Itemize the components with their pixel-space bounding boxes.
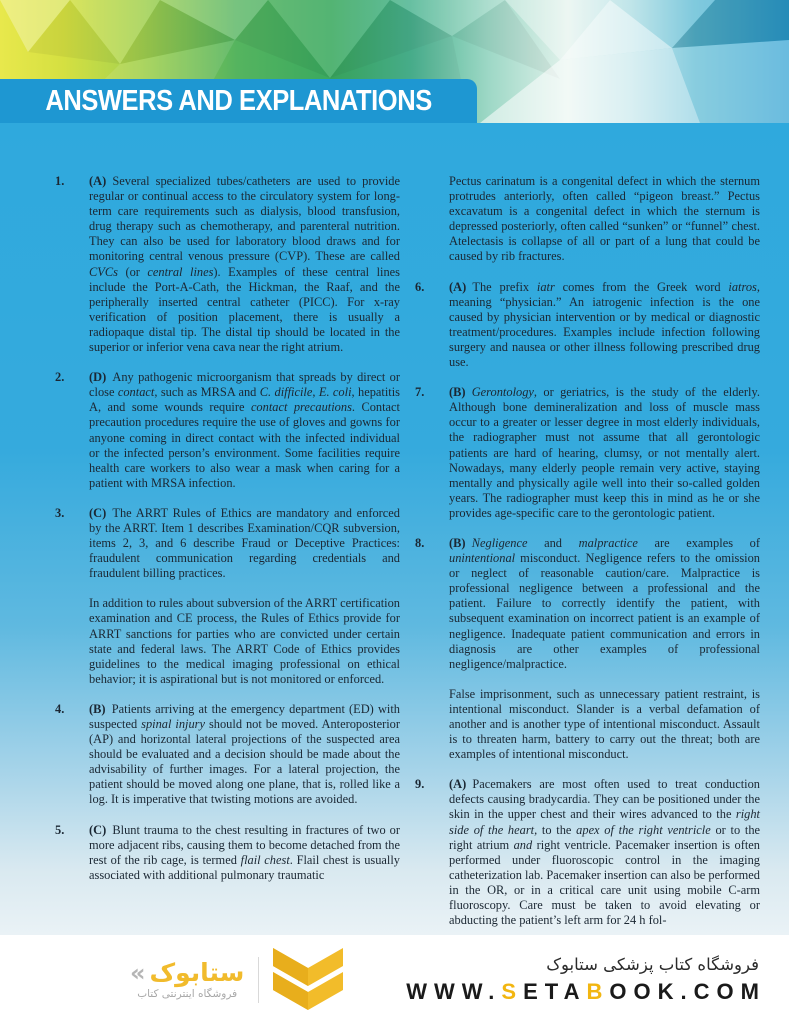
item-number: 3. — [55, 505, 65, 520]
answer-item — [55, 505, 400, 687]
setabook-logo — [130, 948, 343, 1012]
paragraph: 2. (D) Any pathogenic microorganism that spreads by direct or close contact, such as MRSA and C. difficile, E. coli, hepatitis A, and some wounds require contact precautions. Contact precaution procedures require the use of gloves and gowns for anyone coming in direct contact with the infected individual or the infected person’s environment. Some facilities require health care workers to also wear a mask when caring for a patient with MRSA infection. — [55, 370, 400, 490]
website-letter: M — [740, 978, 766, 1004]
answers-body — [0, 123, 789, 935]
title-banner — [0, 79, 477, 123]
answer-letter: (B) — [449, 535, 466, 550]
answer-continuation — [432, 174, 760, 265]
answer-letter: (C) — [89, 822, 107, 837]
paragraph: 1. (A) Several specialized tubes/catheters are used to provide regular or continual access to the circulatory system for long-term care requirements such as dialysis, blood transfusion, drug therapy such as chemotherapy, and parenteral nutrition. They can also be used for laboratory blood draws and for monitoring central venous pressure (CVP). These are called CVCs (or central lines). Examples of these central lines include the Port-A-Cath, the Hickman, the Raaf, and the peripherally inserted central catheter (PICC). For x-ray verification of position placement, there is usually a radiopaque distal tip. The distal tip should be located in the superior or inferior vena cava near the right atrium. — [55, 174, 400, 355]
answer-letter: (A) — [449, 279, 467, 294]
website-letter: A — [563, 978, 587, 1004]
page-footer — [0, 935, 789, 1024]
website-letter: O — [633, 978, 658, 1004]
paragraph: 5. (C) Blunt trauma to the chest resulting in fractures of two or more adjacent ribs, causing them to become detached from the rest of the rib cage, is termed flail chest. Flail chest is usually associated with additional pulmonary traumatic — [55, 822, 400, 882]
item-number: 1. — [55, 174, 65, 188]
logo-wordmark: ستابوک — [149, 957, 245, 987]
page-header — [0, 0, 789, 123]
website-letter: K — [657, 978, 681, 1004]
website-letter: . — [680, 978, 694, 1004]
website-letter: W — [406, 978, 434, 1004]
answer-item — [55, 701, 400, 808]
website-letter: . — [488, 978, 502, 1004]
answer-item — [415, 279, 760, 371]
paragraph: 3. (C) The ARRT Rules of Ethics are mandatory and enforced by the ARRT. Item 1 describes Examination/CQR subversion, items 2, 3, and 6 describe Fraud or Deceptive Practices: fraudulent communication regarding credentials and fraudulent billing practices. — [55, 505, 400, 581]
website-url — [406, 979, 766, 1005]
logo-divider — [258, 957, 259, 1003]
answer-letter: (B) — [449, 385, 466, 400]
website-letter: O — [609, 978, 634, 1004]
item-number: 6. — [415, 279, 425, 294]
website-letter: W — [461, 978, 489, 1004]
website-letter: E — [523, 978, 545, 1004]
paragraph: In addition to rules about subversion of the ARRT certification examination and CE process, the Rules of Ethics provide for ARRT sanctions for parties who are convicted under certain state and federal laws. The ARRT Code of Ethics provides guidelines to the medical imaging professional on ethical behavior; it is aspirational but is not monitored or enforced. — [89, 596, 400, 686]
answer-item — [55, 174, 400, 355]
paragraph: 7. (B) Gerontology, or geriatrics, is the study of the elderly. Although bone demineralization and loss of muscle mass occur to a greater or lesser degree in most elderly individuals, the radiographer must not assume that all gerontologic patients are hard of hearing, clumsy, or not mentally alert. Nowadays, many elderly people remain very active, staying mentally and physically agile well into their so-called golden years. The radiographer must keep this in mind as he or she provides age-specific care to the gerontologic patient. — [415, 385, 760, 520]
answers-column-right — [415, 174, 761, 935]
paragraph: Pectus carinatum is a congenital defect in which the sternum protrudes anteriorly, often called “pigeon breast.” Pectus excavatum is a congenital defect in which the sternum is depressed posteriorly, often called “sunken” or “funnel” chest. Atelectasis is collapse of all or part of a lung that could be caused by rib fractures. — [449, 174, 760, 264]
paragraph: False imprisonment, such as unnecessary patient restraint, is intentional misconduct. Slander is a verbal defamation of another and is another type of intentional misconduct. Assault is to threaten harm, battery to carry out the threat; both are examples of intentional misconduct. — [449, 686, 760, 762]
item-number: 9. — [415, 777, 425, 792]
website-letter: C — [693, 978, 717, 1004]
logo-subtitle: فروشگاه اینترنتی کتاب — [137, 988, 238, 1001]
answer-item — [55, 370, 400, 491]
paragraph: 8. (B) Negligence and malpractice are examples of unintentional misconduct. Negligence refers to the omission or neglect of reasonable caution/care. Malpractice is professional negligence between a professional and the patient. Failure to correctly identify the patient, with subsequent examination on incorrect patient is an example of negligence. Inadequate patient communication and errors in diagnosis are other examples of professional negligence/malpractice. — [415, 535, 760, 671]
paragraph: 9. (A) Pacemakers are most often used to treat conduction defects causing bradycardia. They can be positioned under the skin in the upper chest and their wires advanced to the right side of the heart, to the apex of the right ventricle or to the right atrium and right ventricle. Pacemaker insertion is often performed under fluoroscopic control in the imaging catheterization lab. Pacemaker insertion can also be performed in the OR, or in a critical care unit using mobile C-arm fluoroscopy. Care must be taken to avoid elevating or abducting the patient’s left arm for 24 h fol- — [415, 777, 761, 928]
item-number: 8. — [415, 535, 425, 550]
footer-right-block — [406, 954, 766, 1005]
item-number: 7. — [415, 385, 425, 400]
answer-item — [55, 822, 400, 883]
answers-column-left — [55, 174, 400, 935]
website-letter: S — [501, 978, 524, 1004]
website-letter: O — [716, 978, 741, 1004]
answer-letter: (B) — [89, 701, 106, 716]
website-letter: T — [544, 978, 564, 1004]
answer-letter: (D) — [89, 370, 107, 385]
paragraph: 4. (B) Patients arriving at the emergency department (ED) with suspected spinal injury should not be moved. Anteroposterior (AP) and horizontal lateral projections of the suspected area should be evaluated and a decision should be made about the advisability of further images. For a lateral projection, the patient should be moved along one plane, that is, rolled like a log. It is imperative that twisting motions are avoided. — [55, 701, 400, 807]
website-letter: B — [586, 978, 610, 1004]
answer-item — [415, 777, 761, 928]
website-letter: W — [433, 978, 462, 1004]
store-title-fa: فروشگاه کتاب پزشکی ستابوک — [546, 954, 759, 974]
chevron-emblem-icon — [273, 948, 343, 1012]
answer-letter: (A) — [449, 777, 467, 792]
paragraph: 6. (A) The prefix iatr comes from the Greek word iatros, meaning “physician.” An iatrogenic infection is the one caused by physician intervention or by medical or diagnostic treatment/procedures. Examples include infection following surgery and nausea or other illness following prescribed drug use. — [415, 279, 760, 370]
answer-item — [415, 385, 760, 521]
item-number: 5. — [55, 822, 65, 837]
answer-letter: (A) — [89, 174, 107, 188]
answer-item — [415, 535, 760, 762]
logo-text-block — [130, 959, 244, 1001]
item-number: 4. — [55, 701, 65, 716]
answer-letter: (C) — [89, 505, 107, 520]
logo-guillemet: « — [130, 958, 146, 987]
item-number: 2. — [55, 370, 65, 385]
page-title: ANSWERS AND EXPLANATIONS — [45, 84, 432, 117]
